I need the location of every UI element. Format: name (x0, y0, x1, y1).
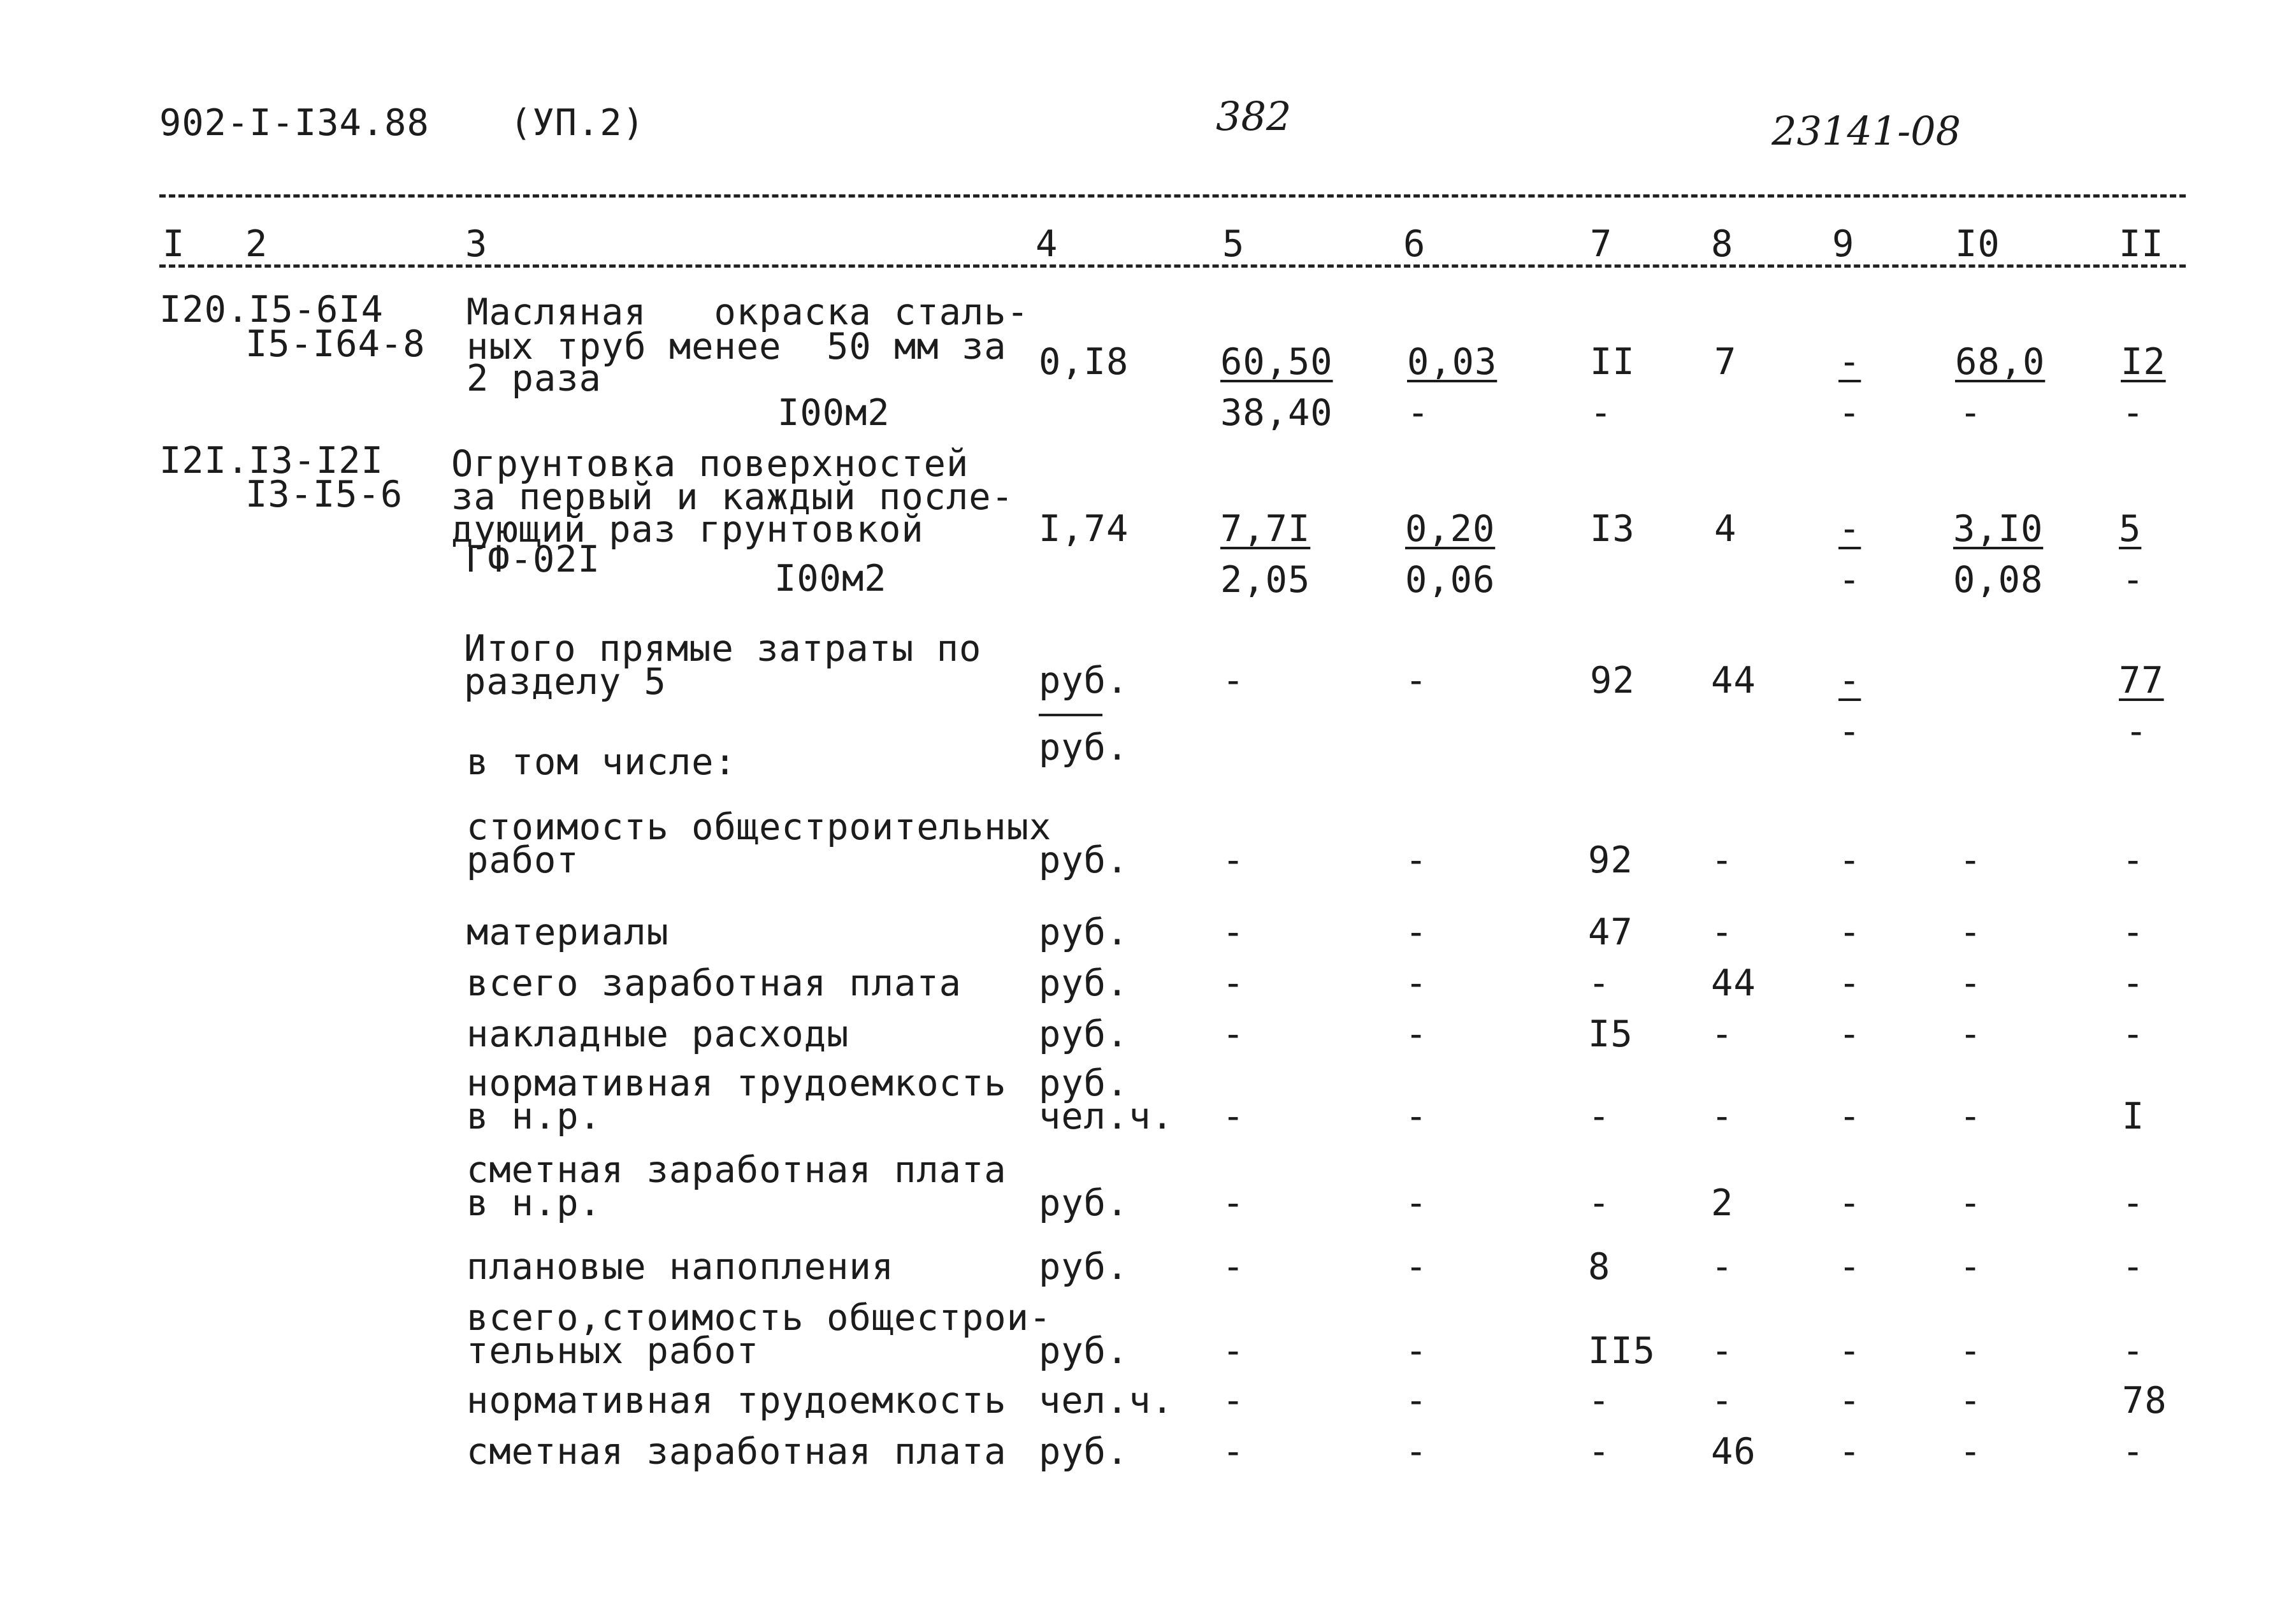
summary-value-col-6: - (1405, 962, 1428, 1004)
summary-value-col-5: - (1222, 962, 1245, 1004)
labor-unit-sub: 0,08 (1953, 559, 2044, 601)
summary-unit: руб. (1039, 1182, 1129, 1224)
labor-total: I2 (2121, 341, 2166, 383)
summary-value-col-6: - (1405, 911, 1428, 953)
summary-description-line: нормативная трудоемкость (466, 1380, 1007, 1422)
machine-total: - (1838, 508, 1861, 550)
summary-value-col-7: - (1588, 1380, 1611, 1422)
summary-description-line: стоимость общестроительных (466, 806, 1052, 848)
summary-description-line: всего заработная плата (466, 962, 962, 1004)
machine-total: - (1838, 341, 1861, 383)
summary-description-line: в н.р. (466, 1095, 602, 1138)
top-dashed-rule (159, 194, 2186, 198)
summary-value-col-10: - (1960, 1246, 1982, 1288)
summary-value-col-11: - (2122, 1431, 2145, 1473)
summary-description-line: накладные расходы (466, 1013, 849, 1055)
col-header-4: 4 (1036, 223, 1058, 265)
summary-value-col-10: - (1960, 1431, 1982, 1473)
wages-total: 7 (1714, 341, 1737, 383)
summary-value-col-11: I (2122, 1095, 2145, 1138)
col-header-1: I (162, 223, 185, 265)
summary-value-col-10: - (1960, 1013, 1982, 1055)
unit-of-measure: I00м2 (774, 558, 887, 600)
machine-cost-wages: - (1407, 392, 1430, 434)
including-label: в том числе: (466, 741, 737, 783)
summary-value-col-5: - (1222, 1013, 1245, 1055)
col-header-11: II (2119, 223, 2164, 265)
col-header-6: 6 (1403, 223, 1426, 265)
summary-value-col-10: - (1960, 839, 1982, 881)
header-dashed-rule (159, 264, 2186, 268)
labor-total-sub: - (2122, 559, 2145, 601)
summary-value-col-8: - (1711, 1095, 1734, 1138)
summary-value-col-8: - (1711, 1013, 1734, 1055)
summary-unit: руб. (1039, 1062, 1129, 1104)
summary-value-col-11: - (2122, 962, 2145, 1004)
summary-value-col-8: - (1711, 1380, 1734, 1422)
total-cost-sub: - (1590, 392, 1613, 434)
labor-total-sub: - (2122, 392, 2145, 434)
summary-value-col-5: - (1222, 1431, 1245, 1473)
summary-value-col-10: - (1960, 911, 1982, 953)
summary-value-col-11: - (2122, 839, 2145, 881)
summary-value-col-7: - (1588, 1182, 1611, 1224)
summary-value-col-6: - (1405, 1095, 1428, 1138)
machine-total-sub: - (1838, 559, 1861, 601)
summary-value-col-5: - (1222, 839, 1245, 881)
summary-value-col-6: - (1405, 1330, 1428, 1372)
summary-unit: руб. (1039, 1246, 1129, 1288)
summary-unit: руб. (1039, 1013, 1129, 1055)
summary-value-col-7: 92 (1588, 839, 1633, 881)
summary-value-col-11: - (2122, 1013, 2145, 1055)
summary-value-col-10: - (1960, 962, 1982, 1004)
summary-description-line: всего,стоимость общестрои- (466, 1297, 1052, 1339)
col-header-9: 9 (1832, 223, 1855, 265)
item-number: I2I. (159, 440, 250, 482)
unit-cost-wages: 38,40 (1220, 392, 1333, 434)
labor-unit: 3,I0 (1953, 508, 2044, 550)
summary-value-col-5: - (1222, 911, 1245, 953)
total-col-11-sub: - (2125, 711, 2148, 753)
summary-value-col-10: - (1960, 1095, 1982, 1138)
summary-value-col-9: - (1838, 1330, 1861, 1372)
summary-description-line: работ (466, 839, 579, 881)
summary-description-line: сметная заработная плата (466, 1149, 1007, 1191)
work-description-line: ных труб менее 50 мм за (466, 326, 1007, 368)
labor-unit: 68,0 (1955, 341, 2046, 383)
summary-value-col-8: - (1711, 1330, 1734, 1372)
summary-value-col-7: - (1588, 962, 1611, 1004)
labor-unit-sub: - (1960, 392, 1982, 434)
summary-value-col-11: - (2122, 1246, 2145, 1288)
summary-value-col-11: - (2122, 1330, 2145, 1372)
summary-value-col-7: - (1588, 1431, 1611, 1473)
work-description-line: дующий раз грунтовкой (451, 509, 924, 551)
col-header-3: 3 (465, 223, 488, 265)
summary-description-line: тельных работ (466, 1330, 760, 1372)
work-description-line: за первый и каждый после- (451, 476, 1014, 518)
col-header-10: I0 (1955, 223, 2000, 265)
total-col-5: - (1222, 660, 1245, 702)
summary-unit: руб. (1039, 962, 1129, 1004)
summary-value-col-10: - (1960, 1182, 1982, 1224)
price-code: I5-I64-8 (245, 323, 426, 365)
summary-value-col-7: II5 (1588, 1330, 1656, 1372)
unit-of-measure: I00м2 (777, 392, 890, 434)
total-col-6: - (1405, 660, 1428, 702)
summary-value-col-6: - (1405, 839, 1428, 881)
col-header-7: 7 (1590, 223, 1613, 265)
total-description-line: Итого прямые затраты по (464, 628, 982, 670)
summary-description-line: плановые напопления (466, 1246, 895, 1288)
page-number: 382 (1216, 93, 1292, 140)
total-cost: I3 (1590, 508, 1635, 550)
summary-description-line: сметная заработная плата (466, 1431, 1007, 1473)
summary-value-col-8: 46 (1711, 1431, 1756, 1473)
summary-value-col-9: - (1838, 1182, 1861, 1224)
col-header-5: 5 (1222, 223, 1245, 265)
labor-total: 5 (2119, 508, 2142, 550)
summary-value-col-8: 2 (1711, 1182, 1734, 1224)
norm-code: I5-6I4 (249, 289, 384, 331)
summary-value-col-7: - (1588, 1095, 1611, 1138)
summary-value-col-9: - (1838, 911, 1861, 953)
summary-unit: руб. (1039, 839, 1129, 881)
summary-unit: руб. (1039, 911, 1129, 953)
summary-value-col-9: - (1838, 1380, 1861, 1422)
summary-value-col-9: - (1838, 839, 1861, 881)
summary-value-col-7: 8 (1588, 1246, 1611, 1288)
summary-value-col-8: - (1711, 911, 1734, 953)
summary-value-col-7: I5 (1588, 1013, 1633, 1055)
summary-value-col-8: 44 (1711, 962, 1756, 1004)
work-description-line: Огрунтовка поверхностей (451, 443, 969, 485)
machine-total-sub: - (1838, 392, 1861, 434)
quantity: I,74 (1039, 508, 1129, 550)
summary-value-col-10: - (1960, 1380, 1982, 1422)
item-number: I20. (159, 289, 250, 331)
total-unit: руб. (1039, 660, 1129, 702)
summary-value-col-8: - (1711, 839, 1734, 881)
summary-value-col-8: - (1711, 1246, 1734, 1288)
quantity: 0,I8 (1039, 341, 1129, 383)
wages-total: 4 (1714, 508, 1737, 550)
unit-cost-wages: 2,05 (1220, 559, 1311, 601)
summary-value-col-5: - (1222, 1380, 1245, 1422)
summary-value-col-9: - (1838, 1095, 1861, 1138)
unit-cost-total: 7,7I (1220, 508, 1311, 550)
document-number: 902-I-I34.88 (159, 102, 430, 144)
price-code: I3-I5-6 (245, 473, 403, 516)
summary-value-col-11: 78 (2122, 1380, 2167, 1422)
summary-value-col-10: - (1960, 1330, 1982, 1372)
summary-value-col-6: - (1405, 1380, 1428, 1422)
summary-description-line: в н.р. (466, 1182, 602, 1224)
summary-value-col-11: - (2122, 1182, 2145, 1224)
summary-value-col-6: - (1405, 1182, 1428, 1224)
summary-value-col-9: - (1838, 1431, 1861, 1473)
work-description-line: ГФ-02I (465, 538, 600, 581)
album-label: (УП.2) (510, 102, 645, 144)
col-header-2: 2 (245, 223, 268, 265)
summary-value-col-11: - (2122, 911, 2145, 953)
summary-value-col-5: - (1222, 1246, 1245, 1288)
total-cost: II (1590, 341, 1635, 383)
summary-unit: чел.ч. (1039, 1380, 1174, 1422)
summary-value-col-9: - (1838, 1013, 1861, 1055)
total-col-8: 44 (1711, 660, 1756, 702)
archive-number: 23141-08 (1772, 108, 1961, 154)
norm-code: I3-I2I (249, 440, 384, 482)
machine-cost: 0,20 (1405, 508, 1496, 550)
summary-value-col-6: - (1405, 1246, 1428, 1288)
total-col-9: - (1838, 660, 1861, 702)
summary-value-col-6: - (1405, 1013, 1428, 1055)
summary-unit: чел.ч. (1039, 1095, 1174, 1138)
total-description-line: разделу 5 (464, 661, 667, 703)
summary-value-col-9: - (1838, 1246, 1861, 1288)
summary-value-col-5: - (1222, 1330, 1245, 1372)
summary-value-col-7: 47 (1588, 911, 1633, 953)
summary-value-col-6: - (1405, 1431, 1428, 1473)
total-col-11: 77 (2119, 660, 2164, 702)
summary-unit: руб. (1039, 1431, 1129, 1473)
including-unit: руб. (1039, 726, 1129, 769)
col-header-8: 8 (1711, 223, 1734, 265)
work-description-line: Масляная окраска сталь- (466, 291, 1029, 333)
summary-value-col-9: - (1838, 962, 1861, 1004)
summary-unit: руб. (1039, 1330, 1129, 1372)
machine-cost-wages: 0,06 (1405, 559, 1496, 601)
machine-cost: 0,03 (1407, 341, 1498, 383)
summary-description-line: материалы (466, 911, 669, 953)
total-col-9-sub: - (1838, 711, 1861, 753)
unit-divider (1039, 714, 1102, 716)
total-col-7: 92 (1590, 660, 1635, 702)
summary-value-col-5: - (1222, 1095, 1245, 1138)
work-description-line: 2 раза (466, 358, 602, 400)
summary-description-line: нормативная трудоемкость (466, 1062, 1007, 1104)
unit-cost-total: 60,50 (1220, 341, 1333, 383)
summary-value-col-5: - (1222, 1182, 1245, 1224)
